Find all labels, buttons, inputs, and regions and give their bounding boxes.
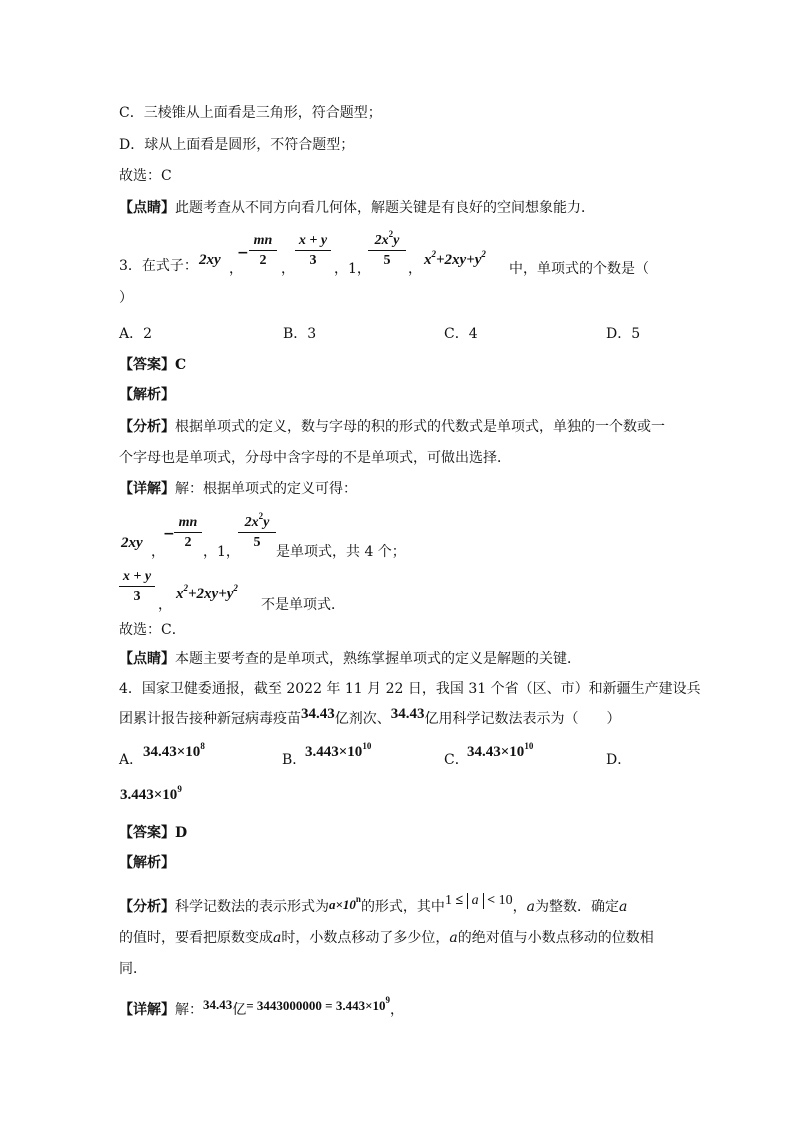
q3-row1-sep1: ，	[151, 544, 165, 560]
q3-row2-polynomial	[176, 583, 238, 603]
xj-yi: 亿	[232, 1002, 247, 1018]
q3-row2-sep: ，	[158, 597, 172, 613]
q3-fenxi-line1	[119, 418, 665, 436]
frac-num: x + y	[122, 569, 152, 584]
frac-den: 5	[253, 535, 261, 550]
q3-xiangjie	[119, 480, 357, 498]
fenxi2-c: 时，小数点移动了多少位，	[281, 930, 450, 946]
q4-option-d-label: D．	[606, 752, 632, 768]
q3-frac-x-plus-y-3	[295, 232, 331, 270]
q3-sep3: ，1，	[334, 261, 371, 277]
q3-close-paren: ）	[119, 290, 133, 306]
fenxi-d: a	[526, 899, 535, 915]
frac-den: 2	[184, 535, 192, 550]
poly-sup1: 2	[431, 249, 436, 259]
frac-num-sup: 2	[388, 229, 394, 239]
dianjing-text: 此题考查从不同方向看几何体，解题关键是有良好的空间想象能力．	[175, 200, 595, 216]
xj-expr	[246, 995, 390, 1013]
frac-num-a: 2x	[244, 515, 259, 530]
dianjing-tag: 【点睛】	[119, 200, 175, 216]
q4-option-b-label: B．	[282, 752, 307, 768]
q4-xiangjie	[119, 995, 404, 1019]
exp: 9	[177, 784, 182, 794]
q4-number-2: 34.43	[390, 706, 425, 722]
q3-stem-line	[119, 257, 198, 275]
q3-row1-frac-mn-2	[174, 514, 202, 552]
poly-mid: +2xy+y	[188, 586, 234, 602]
poly-x: x	[424, 252, 432, 268]
q3-expr-polynomial	[424, 249, 486, 269]
q3-row1-tail: 是单项式，共 4 个；	[276, 544, 406, 560]
fenxi-e: 为整数．确定	[534, 899, 619, 915]
exp: 10	[524, 741, 534, 751]
poly-mid: +2xy+y	[436, 252, 482, 268]
q4-text-b: 亿剂次、	[334, 711, 391, 727]
ineq-10: 10	[498, 893, 513, 908]
frac-num-b: y	[263, 515, 270, 530]
ineq-le: ≤	[455, 893, 464, 908]
q3-row1-sep3: ，1，	[203, 544, 240, 560]
dianjing-paragraph	[119, 199, 595, 217]
q4-option-c-label: C．	[444, 752, 469, 768]
poly-sup2: 2	[233, 583, 238, 593]
dianjing-tag: 【点睛】	[119, 651, 175, 667]
fenxi2-e: 的绝对值与小数点移动的位数相	[457, 930, 654, 946]
q3-option-a: A．2	[119, 326, 153, 342]
poly-x: x	[176, 586, 184, 602]
q3-minus: −	[237, 245, 249, 261]
frac-den: 3	[309, 253, 317, 268]
q3-answer: 【答案】C	[119, 357, 187, 373]
q3-fenxi-line2: 个字母也是单项式，分母中含字母的不是单项式，可做出选择．	[119, 450, 511, 466]
fenxi2-b: a	[273, 930, 282, 946]
expr-sup: n	[355, 894, 361, 904]
q3-jiexi: 【解析】	[119, 387, 175, 403]
expr-sup: 9	[385, 995, 390, 1005]
q4-jiexi: 【解析】	[119, 855, 175, 871]
frac-num-sup: 2	[258, 511, 264, 521]
q3-option-c: C．4	[444, 326, 478, 342]
frac-num: mn	[253, 233, 273, 248]
xj-num: 34.43	[203, 997, 233, 1012]
frac-den: 5	[383, 253, 391, 268]
fenxi-tag: 【分析】	[119, 899, 175, 915]
expr: = 3443000000 = 3.443×10	[246, 998, 386, 1013]
q4-option-a-value	[143, 741, 205, 761]
ineq-a: a	[467, 893, 484, 909]
q3-row2-frac-x-plus-y-3	[119, 568, 155, 606]
val: 3.443×10	[120, 787, 178, 803]
fenxi-f: a	[618, 899, 628, 915]
xiangjie-text: 解：根据单项式的定义可得：	[175, 481, 357, 497]
option-d-explanation: D．球从上面看是圆形，不符合题型；	[119, 137, 355, 153]
fenxi2-d: a	[449, 930, 458, 946]
frac-num: mn	[178, 515, 198, 530]
q4-stem-line1: 4．国家卫健委通报，截至 2022 年 11 月 22 日，我国 31 个省（区、市）和新疆生产建设兵	[119, 681, 701, 697]
frac-num-a: 2x	[374, 233, 389, 248]
q3-tail: 中，单项式的个数是（	[509, 261, 649, 277]
exp: 10	[362, 741, 372, 751]
q3-prefix: 3．在式子：	[119, 258, 198, 274]
expr: a×10	[329, 897, 356, 912]
q3-dianjing	[119, 650, 581, 668]
q3-frac-2x2y-5	[368, 229, 406, 270]
q3-frac-mn-2	[249, 232, 277, 270]
q4-option-d-value	[120, 784, 182, 804]
q4-stem-line2	[119, 706, 621, 728]
q3-row1-frac-2x2y-5	[238, 511, 276, 552]
q4-fenxi-line3: 同．	[119, 961, 147, 977]
poly-sup2: 2	[481, 249, 486, 259]
q4-fenxi-line1	[119, 893, 628, 917]
val: 3.443×10	[305, 744, 363, 760]
xj-end: ，	[389, 1002, 404, 1018]
q4-option-b-value	[305, 741, 372, 761]
fenxi-text1: 根据单项式的定义，数与字母的积的形式的代数式是单项式，单独的一个数或一	[175, 419, 665, 435]
fenxi-a: 科学记数法的表示形式为	[175, 899, 329, 915]
q4-option-c-value	[467, 741, 534, 761]
ineq-1: 1	[444, 893, 452, 908]
q4-option-a-label: A．	[119, 752, 144, 768]
val: 34.43×10	[467, 744, 525, 760]
frac-num-b: y	[393, 233, 400, 248]
fenxi-c: ，	[512, 899, 527, 915]
ineq-lt: <	[487, 893, 496, 908]
frac-den: 2	[259, 253, 267, 268]
frac-den: 3	[133, 589, 141, 604]
dianjing-text: 本题主要考查的是单项式，熟练掌握单项式的定义是解题的关键．	[175, 651, 581, 667]
fenxi-expr	[329, 894, 361, 912]
q4-answer: 【答案】D	[119, 825, 188, 841]
q3-sep2: ，	[281, 261, 295, 277]
q3-row1-2xy: 2xy	[121, 535, 143, 551]
q4-text-a: 团累计报告接种新冠病毒疫苗	[119, 711, 301, 727]
fenxi2-a: 的值时，要看把原数变成	[119, 930, 273, 946]
q3-row1-minus: −	[163, 526, 175, 542]
q3-sep4: ，	[408, 261, 422, 277]
q3-sep1: ，	[229, 261, 243, 277]
q4-fenxi-line2	[119, 929, 654, 947]
option-c-explanation: C．三棱锥从上面看是三角形，符合题型；	[119, 105, 382, 121]
exp: 8	[200, 741, 205, 751]
q3-choose: 故选：C．	[119, 622, 186, 638]
xiangjie-tag: 【详解】	[119, 481, 175, 497]
q3-row2-tail: 不是单项式．	[261, 597, 345, 613]
fenxi-inequality	[445, 893, 513, 908]
fenxi-tag: 【分析】	[119, 419, 175, 435]
frac-num: x + y	[298, 233, 328, 248]
q3-option-b: B．3	[283, 326, 317, 342]
poly-sup1: 2	[183, 583, 188, 593]
xiangjie-a: 解：	[175, 1002, 203, 1018]
xiangjie-tag: 【详解】	[119, 1002, 175, 1018]
q3-option-d: D．5	[606, 326, 641, 342]
fenxi-b: 的形式，其中	[360, 899, 445, 915]
val: 34.43×10	[143, 744, 201, 760]
choose-c: 故选：C	[119, 168, 172, 184]
q4-number: 34.43	[301, 706, 335, 722]
q3-expr-2xy: 2xy	[199, 252, 221, 268]
q4-text-c: 亿用科学记数法表示为（ ）	[424, 711, 621, 727]
